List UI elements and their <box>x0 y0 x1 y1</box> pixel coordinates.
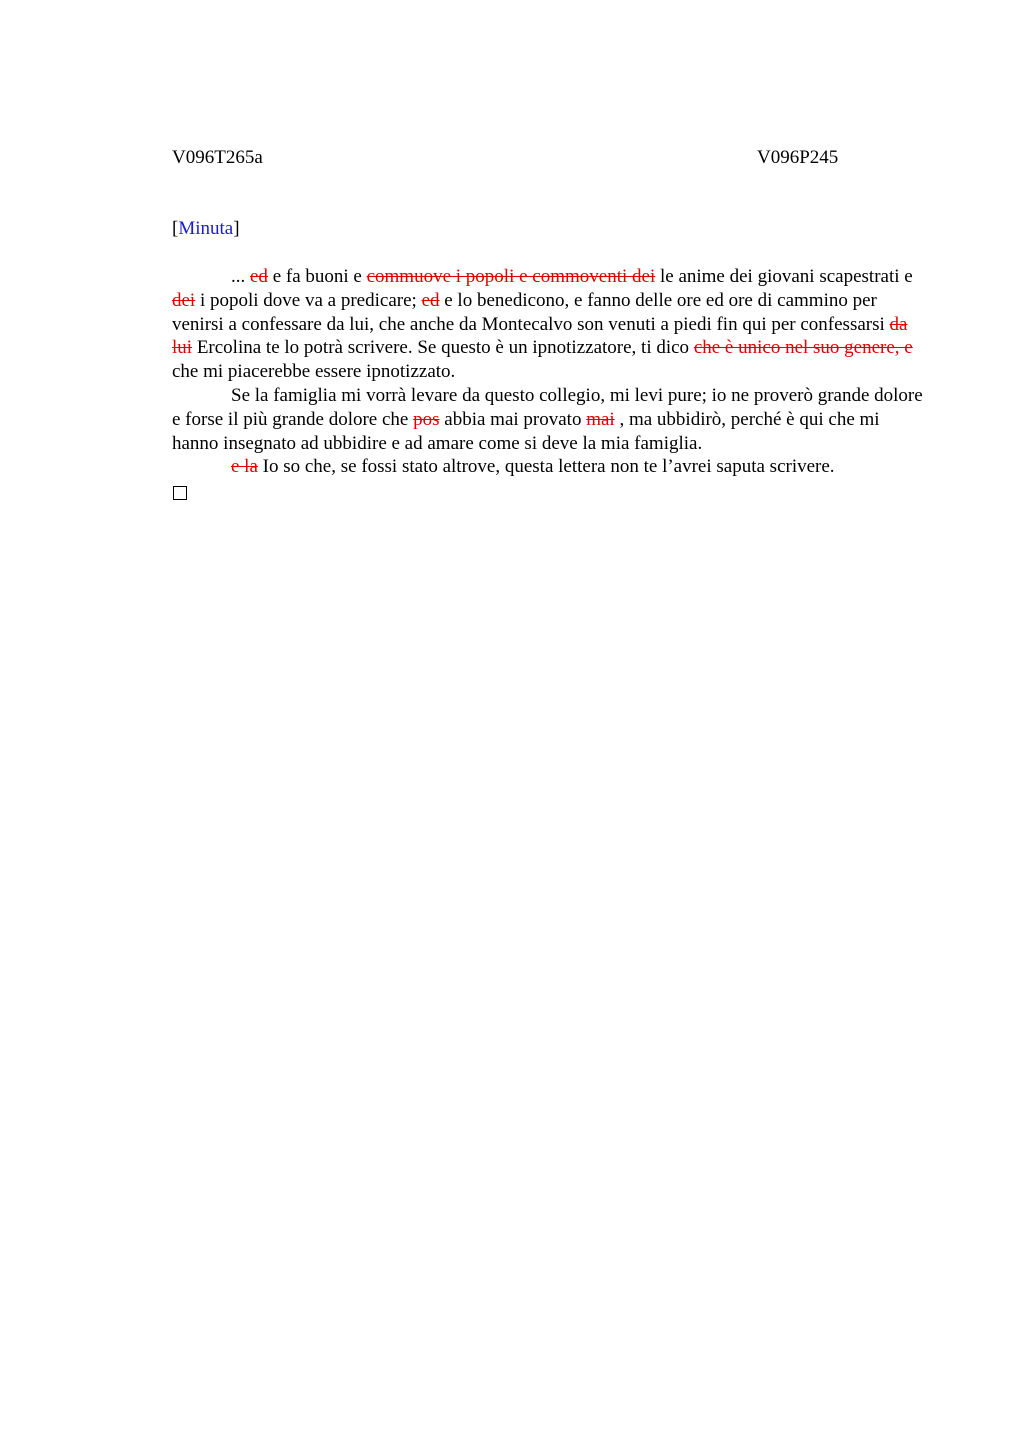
deleted-text: mai <box>586 408 615 430</box>
letter-body <box>172 265 928 500</box>
deleted-text: che è unico nel suo genere, e <box>693 337 913 359</box>
paragraph <box>172 384 928 455</box>
text-segment: ... <box>231 266 250 287</box>
deleted-text: pos <box>413 408 440 430</box>
deleted-text: da lui <box>172 313 908 359</box>
document-code-right: V096P245 <box>757 147 839 168</box>
text-segment: , ma ubbidirò, perché è qui che mi hanno insegnato ad ubbidire e ad amare come si deve la mia famiglia. <box>172 408 880 454</box>
text-segment: e fa buoni e <box>267 266 367 287</box>
text-segment: abbia mai provato <box>439 408 587 430</box>
text-segment: i popoli dove va a predicare; <box>195 289 422 311</box>
deleted-text: e la <box>231 456 258 478</box>
text-segment: Ercolina te lo potrà scrivere. Se questo è un ipnotizzatore, ti dico <box>192 337 694 359</box>
text-segment: Se la famiglia mi vorrà levare da questo collegio, mi levi pure; io ne proverò grande dolore e forse il più grande dolore che <box>172 384 923 430</box>
deleted-text: dei <box>172 289 196 311</box>
text-segment: Io so che, se fossi stato altrove, questa lettera non te l’avrei saputa scrivere. <box>257 456 835 478</box>
empty-square-icon <box>173 486 187 500</box>
close-bracket: ] <box>233 218 240 239</box>
deleted-text: ed <box>421 289 440 311</box>
paragraph <box>172 265 928 384</box>
text-segment: e lo benedicono, e fanno delle ore ed ore di cammino per venirsi a confessare da lui, che anche da Montecalvo son venuti a piedi fin qui per confessarsi <box>172 289 890 335</box>
deleted-text: ed <box>250 266 268 287</box>
deleted-text: commuove i popoli e commoventi dei <box>366 266 656 287</box>
text-segment: che mi piacerebbe essere ipnotizzato. <box>172 361 456 383</box>
text-segment: le anime dei giovani scapestrati e <box>655 266 913 287</box>
section-label-text: Minuta <box>178 218 234 239</box>
paragraph <box>172 455 928 479</box>
document-code-left: V096T265a <box>172 147 263 168</box>
section-label <box>172 217 240 241</box>
open-bracket: [ <box>172 218 179 239</box>
